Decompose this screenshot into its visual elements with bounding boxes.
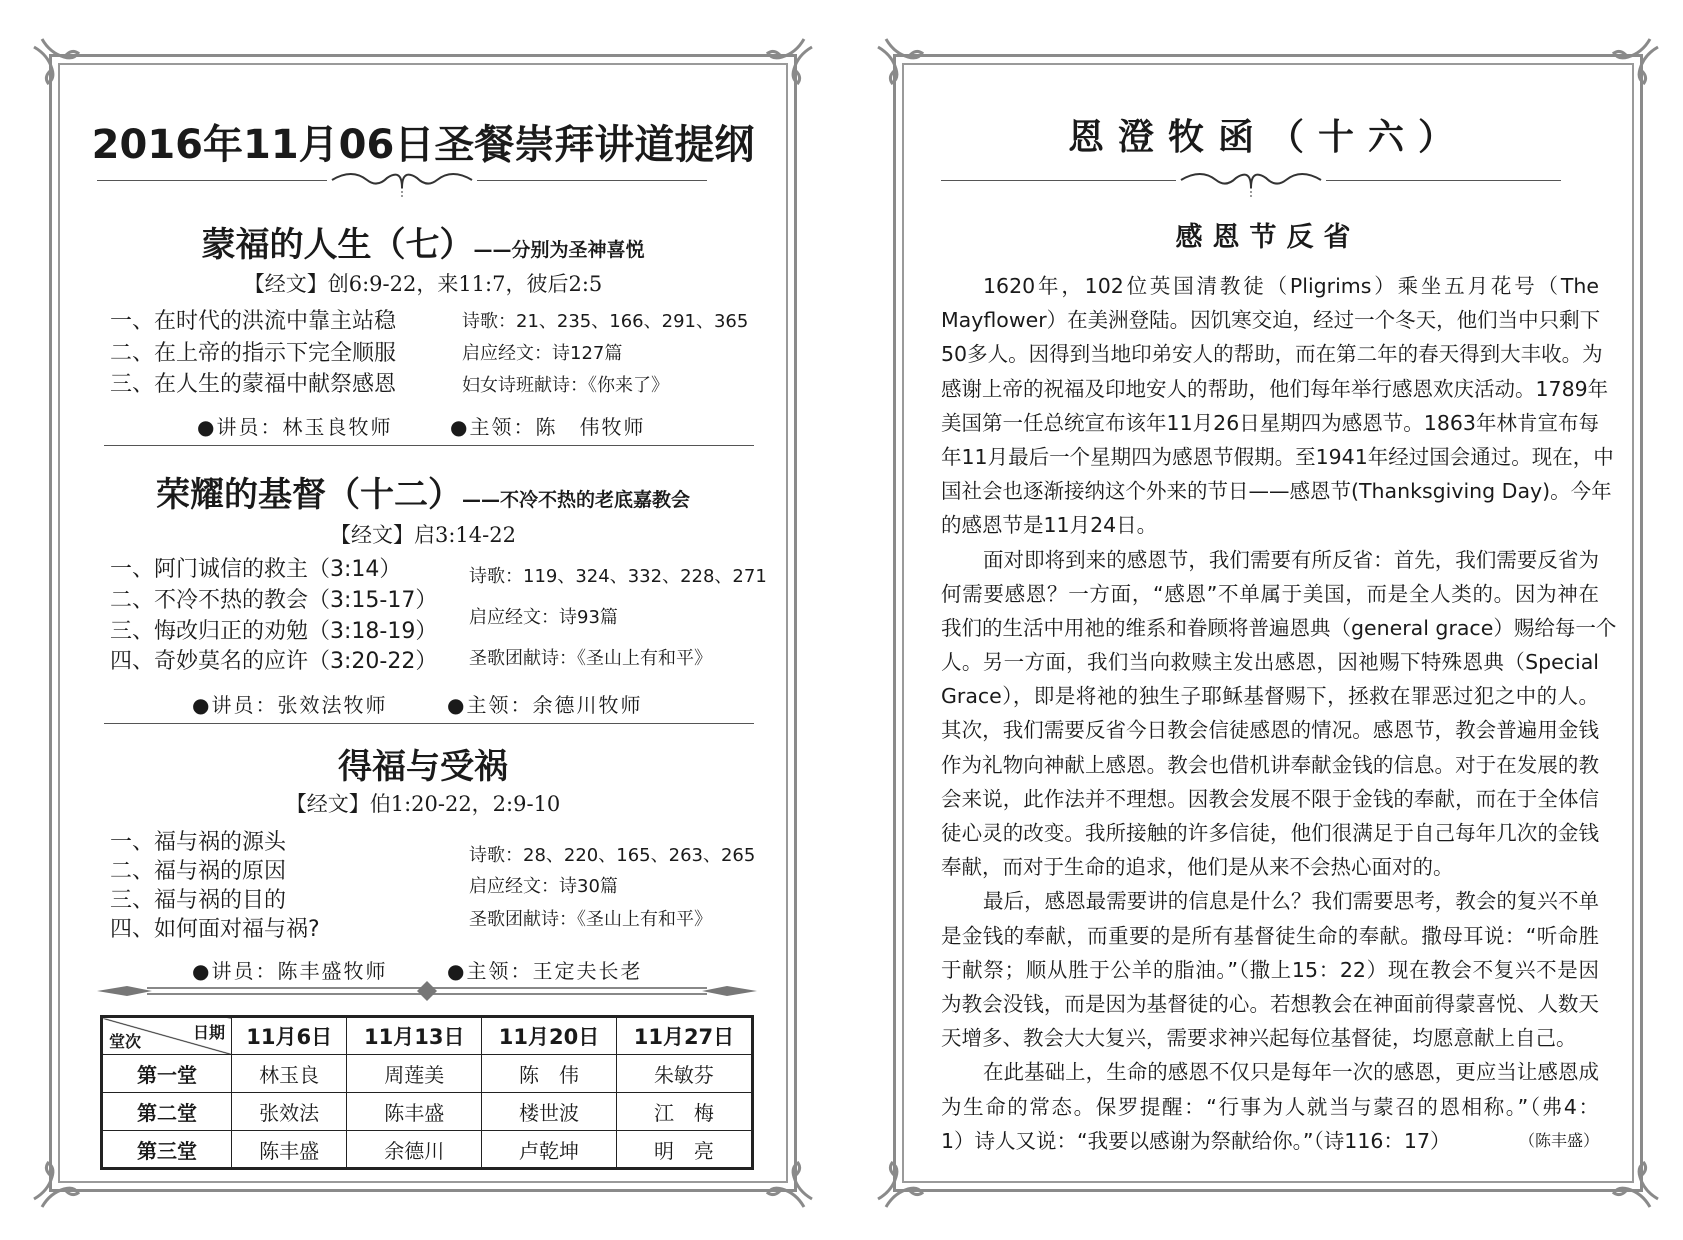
corner-flourish-icon: [874, 1151, 934, 1211]
paragraph-line: 我们的生活中用祂的维系和眷顾将普遍恩典（general grace）赐给每一个: [941, 615, 1617, 640]
column-header: 11月6日: [232, 1017, 347, 1055]
choir-anthem: 圣歌团献诗：《圣山上有和平》: [469, 909, 712, 930]
corner-flourish-icon: [874, 35, 934, 95]
column-header: 11月13日: [347, 1017, 482, 1055]
cell: 楼世波: [482, 1093, 617, 1131]
hymns: 诗歌：119、324、332、228、271: [469, 566, 767, 587]
corner-flourish-icon: [30, 35, 90, 95]
page-title: 2016年11月06日圣餐崇拜讲道提纲: [91, 122, 755, 168]
divider: [477, 180, 707, 181]
cell: 周莲美: [347, 1055, 482, 1093]
leader: ●主领：王定夫长老: [447, 959, 643, 983]
table-header-row: [102, 1017, 753, 1055]
paragraph-line: 年11月最后一个星期四为感恩节假期。至1941年经过国会通过。现在，中: [941, 444, 1614, 469]
paragraph-line: 在此基础上，生命的感恩不仅只是每年一次的感恩，更应当让感恩成: [983, 1060, 1599, 1085]
divider: [104, 445, 754, 446]
author-signature: （陈丰盛）: [1518, 1130, 1599, 1150]
cell: 江 梅: [616, 1093, 752, 1131]
sermon-outline-page: [49, 54, 797, 1192]
cell: 陈丰盛: [347, 1093, 482, 1131]
outline-item: 二、在上帝的指示下完全顺服: [110, 341, 397, 366]
paragraph-line: 是金钱的奉献，而重要的是所有基督徒生命的奉献。撒母耳说：“听命胜: [941, 923, 1599, 948]
paragraph-line: Grace），即是将祂的独生子耶稣基督赐下，拯救在罪恶过犯之中的人。: [941, 684, 1599, 709]
table-row: [102, 1093, 753, 1131]
hymns: 诗歌：28、220、165、263、265: [469, 845, 756, 866]
paragraph-line: 最后，感恩最需要讲的信息是什么？我们需要思考，教会的复兴不单: [983, 889, 1599, 914]
paragraph-line: 作为礼物向神献上感恩。教会也借机讲奉献金钱的信息。对于在发展的教: [941, 752, 1599, 777]
column-header: 11月20日: [482, 1017, 617, 1055]
paragraph-line: 为教会没钱，而是因为基督徒的心。若想教会在神面前得蒙喜悦、人数天: [941, 991, 1599, 1016]
corner-cell: 日期 堂次: [102, 1017, 232, 1055]
speaker: ●讲员：林玉良牧师: [197, 415, 393, 439]
schedule-table: [100, 1015, 754, 1170]
outline-item: 一、福与祸的源头: [110, 830, 287, 855]
sermon-title: 荣耀的基督（十二）——不冷不热的老底嘉教会: [155, 475, 690, 515]
paragraph-line: 天增多、教会大大复兴，需要求神兴起每位基督徒，均愿意献上自己。: [941, 1026, 1577, 1051]
corner-flourish-icon: [756, 35, 816, 95]
ornament-icon: [1176, 165, 1326, 201]
paragraph-line: 的感恩节是11月24日。: [941, 513, 1158, 538]
corner-flourish-icon: [1602, 35, 1662, 95]
scripture: 【经文】伯1:20-22，2:9-10: [285, 792, 561, 816]
paragraph-line: 于献祭；顺从胜于公羊的脂油。”（撒上15：22）现在教会不复兴不是因: [941, 957, 1599, 982]
paragraph-line: 人。另一方面，我们当向救赎主发出感恩，因祂赐下特殊恩典（Special: [941, 650, 1599, 675]
cell: 明 亮: [616, 1131, 752, 1169]
scripture: 【经文】创6:9-22，来11:7，彼后2:5: [243, 272, 603, 296]
paragraph-line: 其次，我们需要反省今日教会信徒感恩的情况。感恩节，教会普遍用金钱: [941, 718, 1599, 743]
row-label: 第一堂: [102, 1055, 232, 1093]
paragraph-line: 1620年，102位英国清教徒（Pligrims）乘坐五月花号（The: [983, 274, 1599, 298]
corner-flourish-icon: [30, 1151, 90, 1211]
speaker: ●讲员：陈丰盛牧师: [192, 959, 388, 983]
leader: ●主领：余德川牧师: [447, 693, 643, 717]
column-header: 11月27日: [616, 1017, 752, 1055]
outline-item: 一、在时代的洪流中靠主站稳: [110, 309, 397, 334]
sermon-subtitle: ——不冷不热的老底嘉教会: [461, 489, 690, 511]
paragraph-line: 奉献，而对于生命的追求，他们是从来不会热心面对的。: [941, 855, 1454, 880]
corner-flourish-icon: [1602, 1151, 1662, 1211]
pastoral-letter-page: [893, 54, 1643, 1192]
row-label: 第二堂: [102, 1093, 232, 1131]
divider: [1326, 180, 1561, 181]
sermon-title: 蒙福的人生（七）——分别为圣神喜悦: [201, 225, 645, 265]
divider: [97, 180, 327, 181]
paragraph-line: 50多人。因得到当地印弟安人的帮助，而在第二年的春天得到大丰收。为: [941, 342, 1603, 367]
paragraph-line: 面对即将到来的感恩节，我们需要有所反省：首先，我们需要反省为: [983, 547, 1599, 572]
cell: 张效法: [232, 1093, 347, 1131]
sermon-subtitle: ——分别为圣神喜悦: [473, 239, 645, 261]
cell: 陈 伟: [482, 1055, 617, 1093]
cell: 陈丰盛: [232, 1131, 347, 1169]
table-row: [102, 1055, 753, 1093]
hymns: 诗歌：21、235、166、291、365: [462, 311, 749, 332]
responsive-reading: 启应经文：诗30篇: [469, 876, 618, 897]
outline-item: 一、阿门诚信的救主（3:14）: [110, 557, 402, 582]
speaker: ●讲员：张效法牧师: [192, 693, 388, 717]
outline-item: 四、奇妙莫名的应许（3:20-22）: [110, 649, 438, 674]
choir-anthem: 妇女诗班献诗：《你来了》: [462, 375, 669, 396]
paragraph-line: 徒心灵的改变。我所接触的许多信徒，他们很满足于自己每年几次的金钱: [941, 821, 1599, 845]
letter-title: 恩澄牧函（十六）: [1067, 116, 1468, 158]
paragraph-line: 美国第一任总统宣布该年11月26日星期四为感恩节。1863年林肯宣布每: [941, 410, 1599, 435]
outline-item: 二、福与祸的原因: [110, 859, 287, 884]
divider: [104, 723, 754, 724]
responsive-reading: 启应经文：诗93篇: [469, 607, 618, 628]
outline-item: 三、在人生的蒙福中献祭感恩: [110, 372, 397, 397]
cell: 余德川: [347, 1131, 482, 1169]
cell: 卢乾坤: [482, 1131, 617, 1169]
outline-item: 三、悔改归正的劝勉（3:18-19）: [110, 619, 438, 644]
paragraph-line: 为生命的常态。保罗提醒：“行事为人就当与蒙召的恩相称。”（弗4：: [941, 1094, 1599, 1119]
outline-item: 三、福与祸的目的: [110, 888, 287, 913]
paragraph-line: 会来说，此作法并不理想。因教会发展不限于金钱的奉献，而在于全体信: [941, 786, 1599, 811]
paragraph-line: 感谢上帝的祝福及印地安人的帮助，他们每年举行感恩欢庆活动。1789年: [941, 376, 1609, 401]
paragraph-line: 国社会也逐渐接纳这个外来的节日——感恩节(Thanksgiving Day)。今年: [941, 479, 1612, 504]
choir-anthem: 圣歌团献诗：《圣山上有和平》: [469, 648, 712, 669]
letter-body: [941, 269, 1617, 1158]
letter-subtitle: 感恩节反省: [1175, 222, 1361, 253]
corner-flourish-icon: [756, 1151, 816, 1211]
responsive-reading: 启应经文：诗127篇: [462, 343, 623, 364]
paragraph-line: 何需要感恩？一方面，“感恩”不单属于美国，而是全人类的。因为神在: [941, 581, 1599, 606]
paragraph-line: Mayflower）在美洲登陆。因饥寒交迫，经过一个冬天，他们当中只剩下: [941, 308, 1601, 333]
leader: ●主领：陈 伟牧师: [450, 415, 646, 439]
paragraph-line: 1）诗人又说：“我要以感谢为祭献给你。”（诗116：17） （陈丰盛）: [941, 1124, 1599, 1158]
row-label: 第三堂: [102, 1131, 232, 1169]
outline-item: 二、不冷不热的教会（3:15-17）: [110, 588, 438, 613]
outline-item: 四、如何面对福与祸?: [110, 917, 320, 942]
divider: [941, 180, 1176, 181]
cell: 朱敏芬: [616, 1055, 752, 1093]
sermon-title: 得福与受祸: [338, 747, 508, 787]
double-line-ornament: [97, 979, 757, 1003]
table-row: [102, 1131, 753, 1169]
scripture: 【经文】启3:14-22: [330, 523, 516, 547]
ornament-icon: [327, 165, 477, 201]
cell: 林玉良: [232, 1055, 347, 1093]
